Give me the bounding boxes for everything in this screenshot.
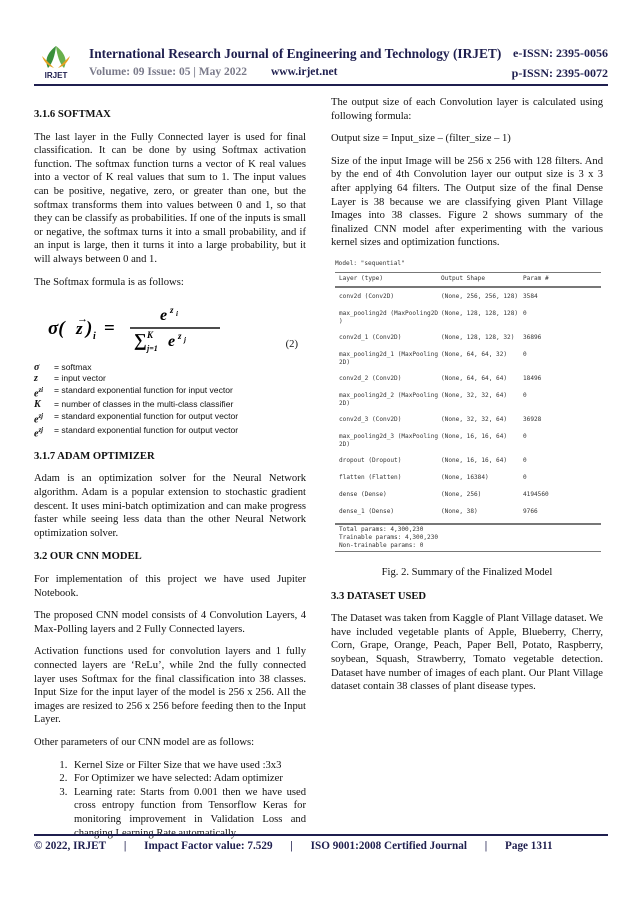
- param-cell: 0: [523, 391, 527, 399]
- left-column: [34, 96, 306, 840]
- right-column: [331, 96, 603, 703]
- svg-text:→: →: [77, 313, 88, 326]
- svg-text:e: e: [160, 307, 168, 325]
- shape-cell: (None, 256): [441, 490, 482, 498]
- svg-text:i: i: [93, 331, 96, 343]
- page-number: Page 1311: [505, 840, 553, 852]
- iso-certification: ISO 9001:2008 Certified Journal: [310, 840, 467, 852]
- paragraph: Other parameters of our CNN model are as follows:: [34, 736, 255, 748]
- shape-cell: (None, 128, 128, 32): [441, 333, 515, 341]
- legend-row: [34, 411, 306, 426]
- table-row: [335, 371, 603, 388]
- layer-cell: max_pooling2d_2 (MaxPooling 2D): [339, 391, 439, 407]
- svg-text:e: e: [168, 333, 176, 351]
- layer-cell: dropout (Dropout): [339, 456, 402, 464]
- param-cell: 9766: [523, 507, 538, 515]
- shape-cell: (None, 256, 256, 128): [441, 292, 519, 300]
- svg-text:z: z: [170, 305, 174, 316]
- layer-cell: flatten (Flatten): [339, 473, 402, 481]
- svg-text:∑: ∑: [134, 330, 147, 351]
- svg-text:j=1: j=1: [147, 344, 158, 354]
- svg-text:=: =: [104, 318, 115, 340]
- svg-text:j: j: [184, 336, 186, 345]
- param-cell: 0: [523, 473, 527, 481]
- paragraph: Output size = Input_size – (filter_size – 1): [331, 133, 511, 145]
- footer-separator: |: [123, 840, 127, 852]
- legend-row: [34, 385, 306, 400]
- legend-row: [34, 425, 306, 440]
- layer-cell: conv2d_2 (Conv2D): [339, 374, 402, 382]
- paragraph: For implementation of this project we have used Jupiter Notebook.: [34, 574, 306, 599]
- table-row: [335, 347, 603, 371]
- svg-text:z: z: [76, 319, 83, 339]
- paragraph: The Dataset was taken from Kaggle of Plant Village dataset. We have included vegetable plants of Apple, Blueberry, Cherry, Corn, Grape, Orange, Peach, Paper Bell, Potato, Raspberry, soybean, Squash, Strawberry, Tomato vegetable detection. Dataset have number of images of each plant. Our Plant Village dataset contain 38 classes of plant disease types.: [331, 613, 603, 693]
- col-header-layer: Layer (type): [339, 274, 384, 282]
- table-row: [335, 306, 603, 330]
- journal-footer: [34, 840, 608, 852]
- param-cell: 36896: [523, 333, 542, 341]
- p-issn: p-ISSN: 2395-0072: [511, 66, 608, 80]
- section-heading-softmax: 3.1.6 SOFTMAX: [34, 109, 111, 120]
- list-item: 3. Learning rate: Starts from 0.001 then we have used cross entropy function from Tensorflow Keras for monitoring improvement in Validation Loss and: [70, 786, 306, 840]
- logo-text: IRJET: [44, 71, 68, 80]
- footer-separator: |: [290, 840, 293, 852]
- svg-text:σ(: σ(: [48, 318, 65, 340]
- shape-cell: (None, 64, 64, 64): [441, 374, 508, 382]
- paragraph: The last layer in the Fully Connected layer is used for final classification. It can be done by using Softmax activation function. The softmax function turns a vector of K real values into a vector of K real values that sum to 1. The input values can be positive, negative, zero, or greater than one, but the softmax transforms them into values between 0 and 1, so that they can be classify as probabilities. If one of the inputs is small or negative, the softmax turns it into a small probability, and if an input is large, then it turns it into a large probability, but it will always between 0 and 1.: [34, 131, 306, 265]
- table-row: [335, 487, 603, 504]
- header-divider: [34, 84, 608, 86]
- legend-symbol: $e^{zj}$: [34, 426, 44, 440]
- layer-cell: max_pooling2d_1 (MaxPooling 2D): [339, 350, 439, 366]
- paragraph: The proposed CNN model consists of 4 Convolution Layers, 4 Max-Polling layers and 2 Fully Connected layers.: [34, 610, 306, 635]
- paragraph: The output size of each Convolution layer is calculated using following formula:: [331, 97, 603, 122]
- shape-cell: (None, 32, 32, 64): [441, 415, 508, 423]
- svg-text:z: z: [178, 331, 182, 342]
- shape-cell: (None, 38): [441, 507, 478, 515]
- softmax-legend: [34, 362, 306, 440]
- param-cell: 0: [523, 309, 527, 317]
- legend-symbol: K: [34, 399, 41, 411]
- param-cell: 4194560: [523, 490, 549, 498]
- softmax-equation-graphic: [34, 298, 234, 358]
- e-issn: e-ISSN: 2395-0056: [513, 46, 608, 60]
- shape-cell: (None, 64, 64, 32): [441, 350, 508, 358]
- legend-symbol: z⃗: [34, 373, 46, 385]
- table-row: [335, 289, 603, 306]
- shape-cell: (None, 16, 16, 64): [441, 432, 508, 440]
- layer-cell: dense (Dense): [339, 490, 387, 498]
- softmax-formula: [34, 298, 306, 358]
- section-heading-cnn-model: 3.2 OUR CNN MODEL: [34, 551, 142, 563]
- col-header-params: Param #: [523, 274, 549, 282]
- svg-text:): ): [86, 318, 93, 340]
- legend-text: = number of classes in the multi-class classifier: [54, 399, 234, 410]
- trainable-params: Trainable params: 4,300,230: [339, 533, 439, 541]
- rule: [335, 551, 601, 552]
- shape-cell: (None, 128, 128, 128): [441, 309, 519, 317]
- legend-row: [34, 362, 306, 373]
- table-row: [335, 453, 603, 470]
- legend-text: = input vector: [54, 373, 106, 384]
- figure-caption: Fig. 2. Summary of the Finalized Model: [381, 566, 553, 578]
- footer-divider: [34, 834, 608, 836]
- layer-cell: dense_1 (Dense): [339, 507, 395, 515]
- layer-cell: conv2d_1 (Conv2D): [339, 333, 402, 341]
- paragraph: Activation functions used for convolution layers and 1 fully connected layers are ‘ReLu’, while 2nd the fully connected layer uses Softmax for the final classification into 38 classes. Input Size for the input layer of the model is 256 x 256. All the images are resized to 256 x 256 before feeding then to the Input Layer.: [34, 646, 306, 726]
- shape-cell: (None, 16, 16, 64): [441, 456, 508, 464]
- shape-cell: (None, 32, 32, 64): [441, 391, 508, 399]
- param-cell: 0: [523, 456, 527, 464]
- paragraph: Adam is an optimization solver for the Neural Network algorithm. Adam is a popular extension to stochastic gradient descent. It uses mini-batch optimization and can make progress faster while seeing less data than the other Neural Network optimization solver.: [34, 473, 306, 539]
- paragraph: Size of the input Image will be 256 x 256 with 128 filters. And by the end of 4th Convolution layer our output size is 3 x 3 after applying 64 filters. The Output size of the final Dense Layer is 38 because we are classifying given Plant Village Images into 38 classes. Figure 2 shows summary of the finalized CNN model after experimenting with the various kernel sizes and optimization functions.: [331, 155, 603, 249]
- impact-factor: Impact Factor value: 7.529: [144, 840, 273, 852]
- layer-cell: conv2d_3 (Conv2D): [339, 415, 402, 423]
- journal-title: International Research Journal of Engineering and Technology (IRJET): [89, 46, 502, 61]
- volume-issue: Volume: 09 Issue: 05 | May 2022: [89, 66, 247, 78]
- legend-symbol: σ: [34, 362, 40, 374]
- table-row: [335, 330, 603, 347]
- legend-text: = standard exponential function for input vector: [54, 384, 233, 395]
- layer-cell: conv2d (Conv2D): [339, 292, 395, 300]
- section-heading-dataset: 3.3 DATASET USED: [331, 590, 427, 602]
- table-row: [335, 412, 603, 429]
- svg-text:i: i: [176, 310, 178, 319]
- shape-cell: (None, 16384): [441, 473, 489, 481]
- table-row: [335, 470, 603, 487]
- model-table-header: [335, 273, 603, 284]
- param-cell: 18496: [523, 374, 542, 382]
- param-cell: 3584: [523, 292, 538, 300]
- legend-text: = standard exponential function for output vector: [54, 425, 239, 436]
- section-heading-adam: 3.1.7 ADAM OPTIMIZER: [34, 450, 155, 462]
- legend-symbol: $e^{zj}$: [34, 411, 44, 425]
- copyright: © 2022, IRJET: [34, 840, 107, 852]
- col-header-output-shape: Output Shape: [441, 274, 486, 282]
- svg-text:K: K: [147, 330, 154, 341]
- non-trainable-params: Non-trainable params: 0: [339, 541, 424, 549]
- total-params: Total params: 4,300,230: [339, 525, 424, 533]
- legend-symbol: $e^{zi}$: [34, 385, 44, 400]
- journal-website-link[interactable]: www.irjet.net: [271, 66, 338, 78]
- legend-row: [34, 373, 306, 384]
- legend-row: [34, 399, 306, 410]
- table-row: [335, 504, 603, 521]
- param-cell: 0: [523, 432, 527, 440]
- legend-text: = softmax: [54, 362, 92, 373]
- model-summary-figure: [331, 260, 603, 552]
- table-row: [335, 388, 603, 412]
- irjet-logo: [34, 42, 78, 80]
- footer-separator: |: [484, 840, 488, 852]
- layer-cell: max_pooling2d (MaxPooling2D ): [339, 309, 439, 325]
- paragraph: The Softmax formula is as follows:: [34, 276, 184, 288]
- cnn-parameter-list: [34, 759, 306, 841]
- layer-cell: max_pooling2d_3 (MaxPooling 2D): [339, 432, 439, 448]
- param-cell: 0: [523, 350, 527, 358]
- list-item: 2. For Optimizer we have selected: Adam optimizer: [70, 772, 306, 786]
- journal-header: [34, 42, 608, 82]
- equation-number: (2): [285, 339, 298, 351]
- legend-text: = standard exponential function for output vector: [54, 410, 239, 421]
- model-title: Model: "sequential": [335, 259, 405, 267]
- param-cell: 36928: [523, 415, 542, 423]
- list-item: 1. Kernel Size or Filter Size that we have used :3x3: [70, 759, 306, 773]
- table-row: [335, 429, 603, 453]
